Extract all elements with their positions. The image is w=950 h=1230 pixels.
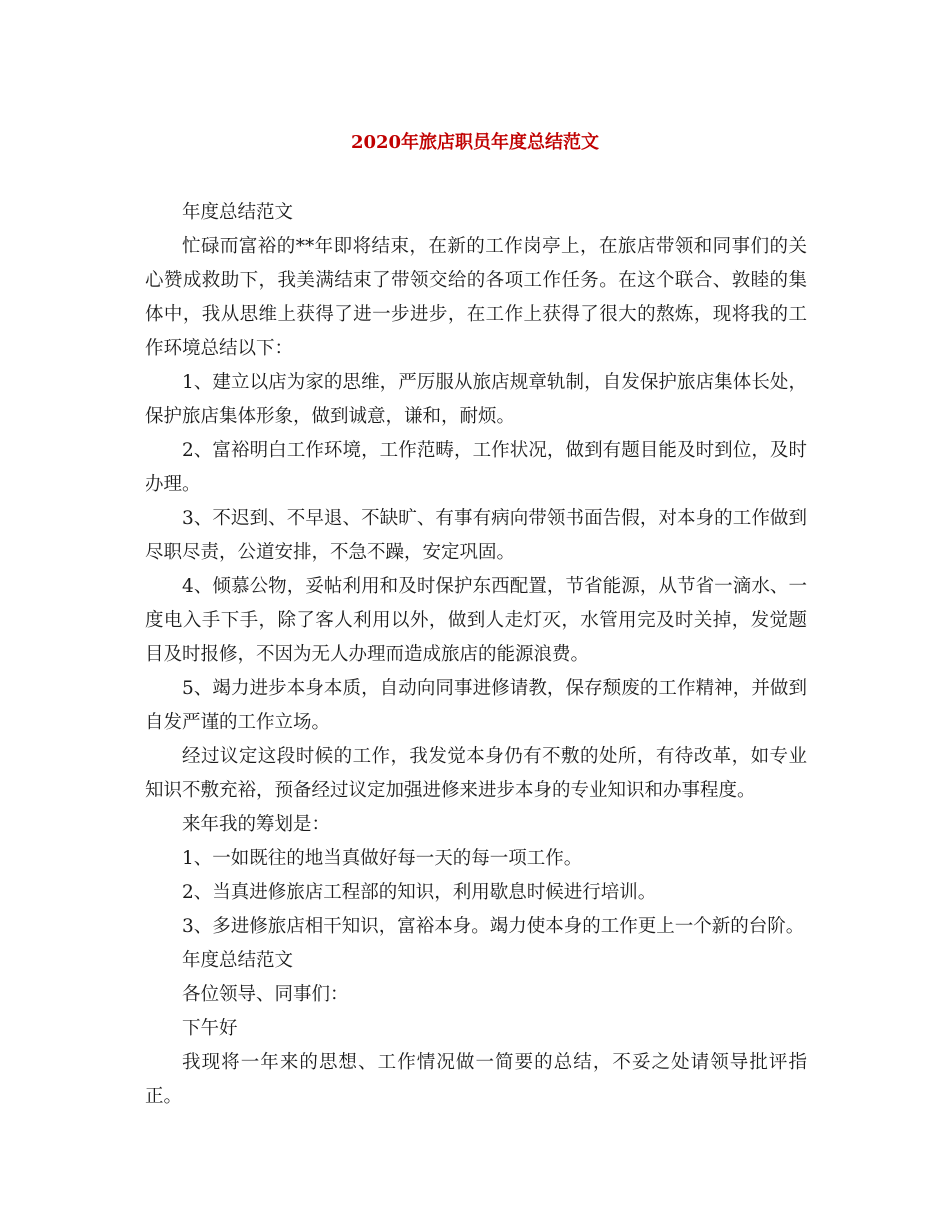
paragraph-intro: 忙碌而富裕的**年即将结束，在新的工作岗亭上，在旅店带领和同事们的关心赞成救助下，我美满结束了带领交给的各项工作任务。在这个联合、敦睦的集体中，我从思维上获得了进一步进步，在工作上获得了很大的熬炼，现将我的工作环境总结以下： xyxy=(145,236,807,359)
paragraph-plan-1: 1、一如既往的地当真做好每一天的每一项工作。 xyxy=(182,848,583,869)
paragraph-item-5: 5、竭力进步本身本质，自动向同事进修请教，保存颓废的工作精神，并做到自发严谨的工作立场。 xyxy=(145,678,807,733)
paragraph-item-3: 3、不迟到、不早退、不缺旷、有事有病向带领书面告假，对本身的工作做到尽职尽责，公道安排，不急不躁，安定巩固。 xyxy=(145,508,807,563)
paragraph-plan-3: 3、多进修旅店相干知识，富裕本身。竭力使本身的工作更上一个新的台阶。 xyxy=(182,916,805,937)
paragraph-item-4: 4、倾慕公物，妥帖利用和及时保护东西配置，节省能源，从节省一滴水、一度电入手下手，除了客人利用以外，做到人走灯灭，水管用完及时关掉，发觉题目及时报修，不因为无人办理而造成旅店的能源浪费。 xyxy=(145,576,807,665)
paragraph-heading-2: 年度总结范文 xyxy=(182,950,294,971)
paragraph-item-1: 1、建立以店为家的思维，严厉服从旅店规章轨制，自发保护旅店集体长处，保护旅店集体形象，做到诚意，谦和，耐烦。 xyxy=(145,372,807,427)
document-title: 2020年旅店职员年度总结范文 xyxy=(350,132,600,153)
paragraph-summary-intro: 我现将一年来的思想、工作情况做一简要的总结，不妥之处请领导批评指正。 xyxy=(145,1052,807,1107)
paragraph-greeting: 各位领导、同事们： xyxy=(182,984,349,1005)
document-body xyxy=(145,196,807,1114)
paragraph-plan-2: 2、当真进修旅店工程部的知识，利用歇息时候进行培训。 xyxy=(182,882,657,903)
paragraph-heading-1: 年度总结范文 xyxy=(182,202,294,223)
paragraph-salutation: 下午好 xyxy=(182,1018,238,1039)
paragraph-reflection: 经过议定这段时候的工作，我发觉本身仍有不敷的处所，有待改革，如专业知识不敷充裕，预备经过议定加强进修来进步本身的专业知识和办事程度。 xyxy=(145,746,807,801)
paragraph-item-2: 2、富裕明白工作环境，工作范畴，工作状况，做到有题目能及时到位，及时办理。 xyxy=(145,440,807,495)
paragraph-plan-heading: 来年我的筹划是： xyxy=(182,814,331,835)
